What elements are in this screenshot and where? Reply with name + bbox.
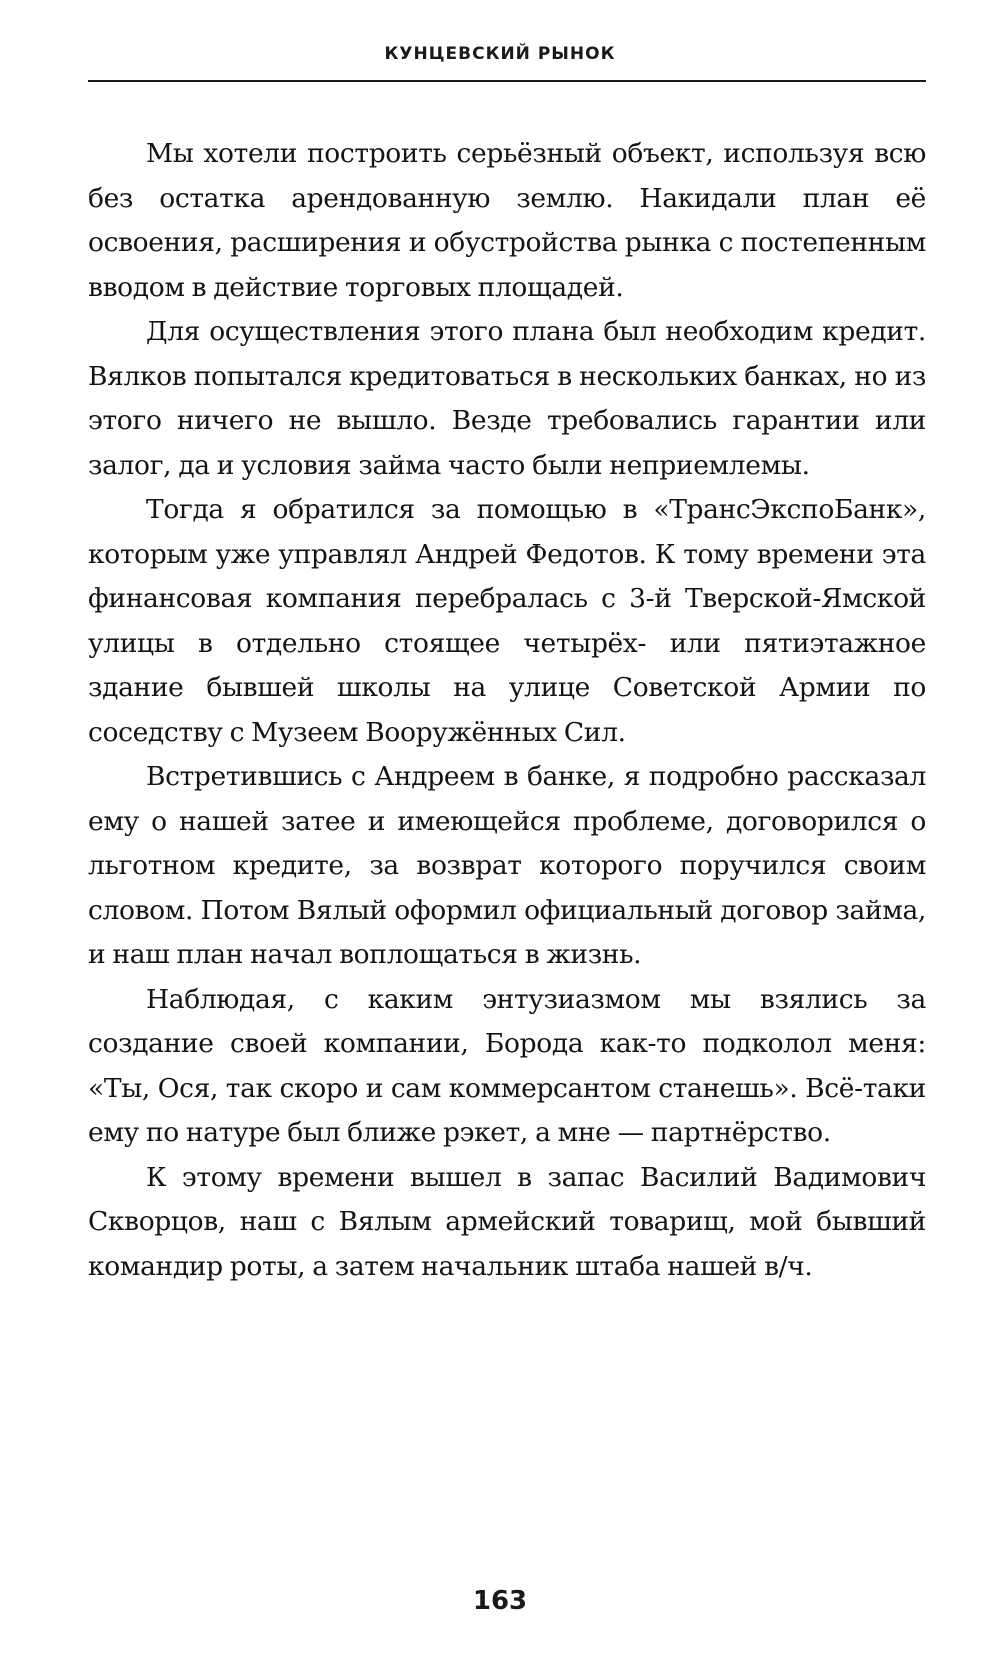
paragraph: Мы хотели построить серьёзный объект, используя всю без остатка арендованную землю. Накидали план её освоения, расширения и обустройства рынка с постепенным вводом в действие торговых площадей.	[88, 138, 926, 303]
paragraph: Тогда я обратился за помощью в «ТрансЭкспоБанк», которым уже управлял Андрей Федотов. К тому времени эта финансовая компания перебралась с 3-й Тверской-Ямской улицы в отдельно стоящее четырёх- или пятиэтажное здание бывшей школы на улице Советской Армии по соседству с Музеем Вооружённых Сил.	[88, 494, 926, 748]
paragraph: Встретившись с Андреем в банке, я подробно рассказал ему о нашей затее и имеющейся проблеме, договорился о льготном кредите, за возврат которого поручился своим словом. Потом Вялый оформил официальный договор займа, и наш план начал воплощаться в жизнь.	[88, 761, 926, 970]
paragraph: Для осуществления этого плана был необходим кредит. Вялков попытался кредитоваться в нескольких банках, но из этого ничего не вышло. Везде требовались гарантии или залог, да и условия займа часто были неприемлемы.	[88, 316, 926, 481]
body-text	[88, 132, 926, 1289]
paragraph: К этому времени вышел в запас Василий Вадимович Скворцов, наш с Вялым армейский товарищ, мой бывший командир роты, а затем начальник штаба нашей в/ч.	[88, 1161, 926, 1282]
paragraph: Наблюдая, с каким энтузиазмом мы взялись за создание своей компании, Борода как-то подколол меня: «Ты, Ося, так скоро и сам коммерсантом станешь». Всё-таки ему по натуре был ближе рэкет, а мне — партнёрство.	[88, 983, 926, 1148]
running-head: КУНЦЕВСКИЙ РЫНОК	[384, 44, 616, 64]
page-number: 163	[472, 1586, 528, 1616]
header-rule	[88, 80, 926, 82]
